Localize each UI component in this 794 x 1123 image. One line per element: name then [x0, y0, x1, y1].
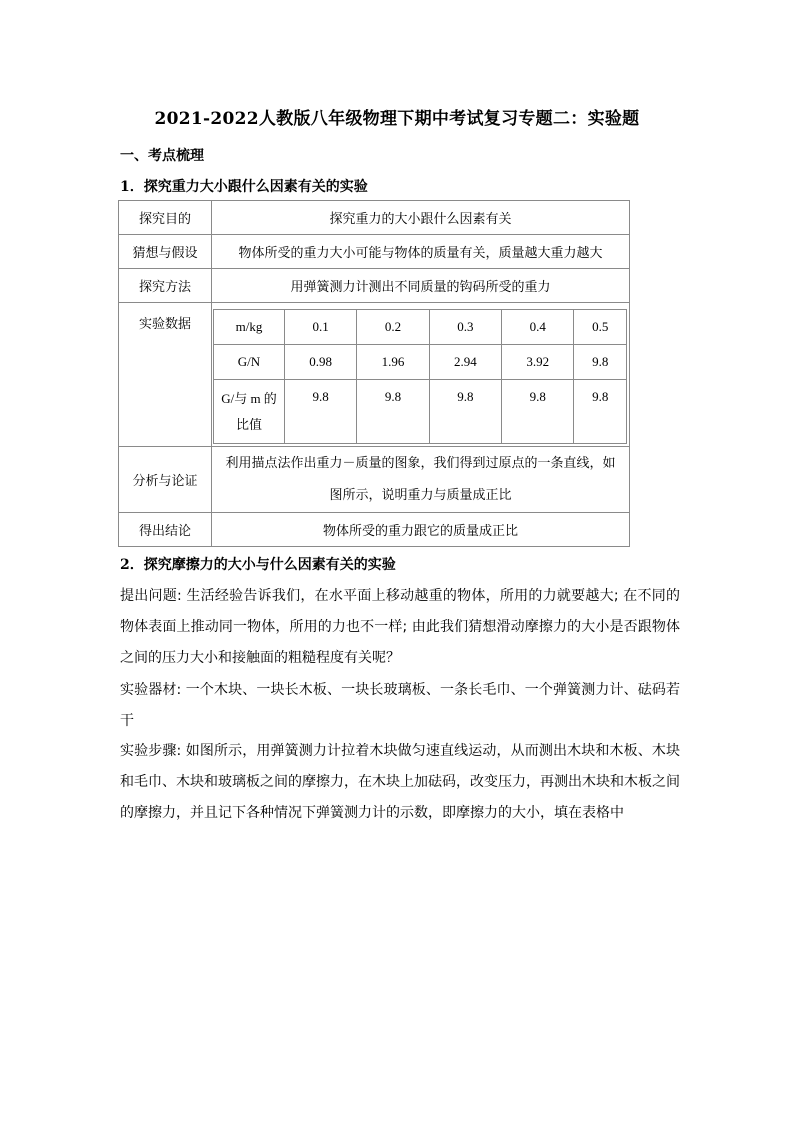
measurement-table	[213, 309, 627, 444]
row-label: 探究方法	[119, 269, 212, 303]
weight-header: G/N	[214, 345, 285, 380]
document-title: 2021-2022人教版八年级物理下期中考试复习专题二：实验题	[154, 109, 640, 129]
mass-header: m/kg	[214, 310, 285, 345]
analysis-line: 图所示，说明重力与质量成正比	[329, 487, 512, 503]
row-value: 用弹簧测力计测出不同质量的钩码所受的重力	[212, 269, 630, 303]
weight-row	[214, 345, 627, 380]
table-row-analysis	[119, 447, 630, 513]
topic-heading-friction: 2．探究摩擦力的大小与什么因素有关的实验	[120, 557, 396, 573]
paragraph-steps: 实验步骤: 如图所示，用弹簧测力计拉着木块做匀速直线运动，从而测出木块和木板、木块和毛巾、木块和玻璃板之间的摩擦力，在木块上加砝码，改变压力，再测出木块和木板之间的摩擦力，并且记下各种情况下弹簧测力计的示数，即摩擦力的大小，填在表格中	[120, 743, 680, 821]
row-value: 探究重力的大小跟什么因素有关	[212, 201, 630, 235]
weight-value: 0.98	[285, 345, 357, 380]
ratio-value: 9.8	[429, 380, 501, 444]
table-row-conclusion	[119, 513, 630, 547]
mass-value: 0.3	[429, 310, 501, 345]
table-row-purpose	[119, 201, 630, 235]
data-cell	[212, 303, 630, 447]
mass-value: 0.5	[574, 310, 627, 345]
ratio-header-line1: G/与 m 的	[221, 390, 277, 406]
weight-value: 9.8	[574, 345, 627, 380]
row-label: 分析与论证	[119, 447, 212, 513]
ratio-value: 9.8	[502, 380, 574, 444]
weight-value: 1.96	[357, 345, 429, 380]
mass-value: 0.4	[502, 310, 574, 345]
paragraph-equipment: 实验器材: 一个木块、一块长木板、一块长玻璃板、一条长毛巾、一个弹簧测力计、砝码若干	[120, 682, 680, 729]
row-label: 得出结论	[119, 513, 212, 547]
ratio-header	[214, 380, 285, 444]
gravity-experiment-table	[118, 200, 630, 547]
weight-value: 2.94	[429, 345, 501, 380]
ratio-row	[214, 380, 627, 444]
table-row-hypothesis	[119, 235, 630, 269]
analysis-line: 利用描点法作出重力－质量的图象，我们得到过原点的一条直线，如	[225, 455, 616, 471]
mass-value: 0.1	[285, 310, 357, 345]
weight-value: 3.92	[502, 345, 574, 380]
row-value: 物体所受的重力大小可能与物体的质量有关，质量越大重力越大	[212, 235, 630, 269]
row-label: 猜想与假设	[119, 235, 212, 269]
topic-heading-gravity: 1．探究重力大小跟什么因素有关的实验	[120, 179, 368, 195]
row-value: 物体所受的重力跟它的质量成正比	[212, 513, 630, 547]
mass-row	[214, 310, 627, 345]
table-row-data	[119, 303, 630, 447]
row-label: 探究目的	[119, 201, 212, 235]
ratio-value: 9.8	[357, 380, 429, 444]
table-row-method	[119, 269, 630, 303]
analysis-text	[212, 447, 630, 513]
row-label: 实验数据	[119, 303, 212, 447]
ratio-value: 9.8	[285, 380, 357, 444]
paragraph-question: 提出问题: 生活经验告诉我们，在水平面上移动越重的物体，所用的力就要越大; 在不同的物体表面上推动同一物体，所用的力也不一样; 由此我们猜想滑动摩擦力的大小是否跟物体之间的压力大小和接触面的粗糙程度有关呢？	[120, 588, 680, 666]
section-heading: 一、考点梳理	[120, 148, 204, 164]
ratio-value: 9.8	[574, 380, 627, 444]
ratio-header-line2: 比值	[235, 416, 262, 432]
mass-value: 0.2	[357, 310, 429, 345]
